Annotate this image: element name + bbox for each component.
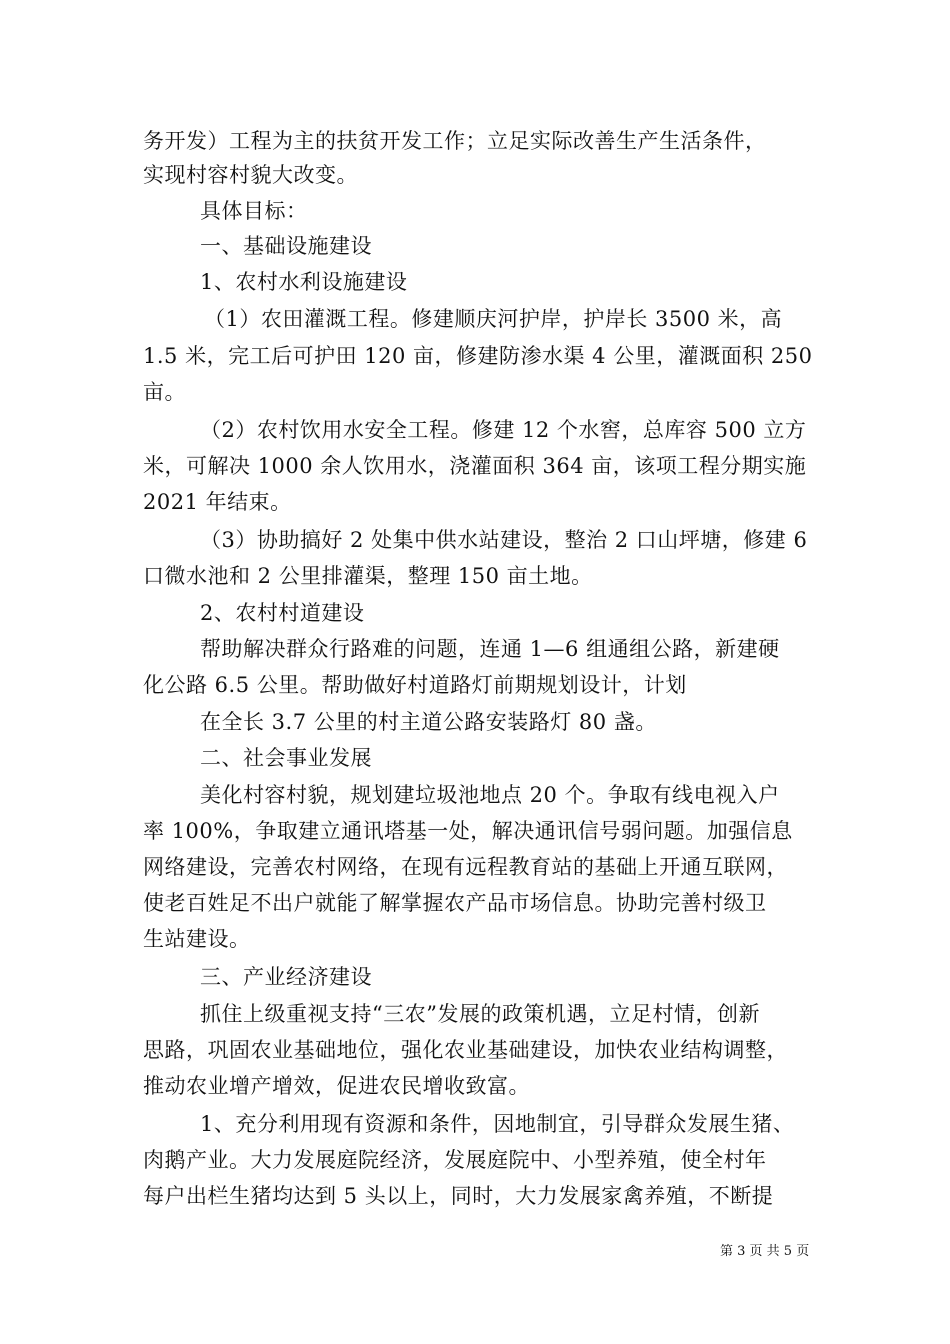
text-line: 具体目标：	[200, 199, 308, 223]
text-line: 化公路 6.5 公里。帮助做好村道路灯前期规划设计，计划	[143, 673, 687, 697]
section-heading: 一、基础设施建设	[200, 234, 372, 258]
text-line: 使老百姓足不出户就能了解掌握农产品市场信息。协助完善村级卫	[143, 891, 767, 915]
section-heading: 二、社会事业发展	[200, 746, 372, 770]
text-line: 生站建设。	[143, 927, 251, 951]
text-line: 务开发）工程为主的扶贫开发工作；立足实际改善生产生活条件，	[143, 129, 767, 153]
subsection-heading: 2、农村村道建设	[200, 601, 365, 625]
text-line: 口微水池和 2 公里排灌渠，整理 150 亩土地。	[143, 564, 593, 588]
text-line: 帮助解决群众行路难的问题，连通 1—6 组通组公路，新建硬	[200, 637, 780, 661]
text-line: 1、充分利用现有资源和条件，因地制宜，引导群众发展生猪、	[200, 1112, 795, 1136]
page-number: 第 3 页 共 5 页	[720, 1244, 810, 1259]
text-line: 思路，巩固农业基础地位，强化农业基础建设，加快农业结构调整，	[143, 1038, 788, 1062]
text-line: 抓住上级重视支持“三农”发展的政策机遇，立足村情，创新	[200, 1002, 760, 1026]
text-line: 每户出栏生猪均达到 5 头以上，同时，大力发展家禽养殖，不断提	[143, 1184, 774, 1208]
text-line: 美化村容村貌，规划建垃圾池地点 20 个。争取有线电视入户	[200, 783, 780, 807]
text-line: 肉鹅产业。大力发展庭院经济，发展庭院中、小型养殖，使全村年	[143, 1148, 767, 1172]
text-line: 网络建设，完善农村网络，在现有远程教育站的基础上开通互联网，	[143, 855, 788, 879]
subsection-heading: 1、农村水利设施建设	[200, 270, 408, 294]
text-line: 2021 年结束。	[143, 490, 292, 514]
text-line: 米，可解决 1000 余人饮用水，浇灌面积 364 亩，该项工程分期实施	[143, 454, 807, 478]
text-line: 亩。	[143, 380, 186, 404]
text-line: （3）协助搞好 2 处集中供水站建设，整治 2 口山坪塘，修建 6	[200, 528, 808, 552]
text-line: 1.5 米，完工后可护田 120 亩，修建防渗水渠 4 公里，灌溉面积 250	[143, 344, 813, 368]
text-line: 在全长 3.7 公里的村主道公路安装路灯 80 盏。	[200, 710, 657, 734]
text-line: （1）农田灌溉工程。修建顺庆河护岸，护岸长 3500 米，高	[204, 307, 783, 331]
text-line: 率 100%，争取建立通讯塔基一处，解决通讯信号弱问题。加强信息	[143, 819, 793, 843]
text-line: 实现村容村貌大改变。	[143, 163, 358, 187]
section-heading: 三、产业经济建设	[200, 965, 372, 989]
text-line: 推动农业增产增效，促进农民增收致富。	[143, 1074, 530, 1098]
text-line: （2）农村饮用水安全工程。修建 12 个水窖，总库容 500 立方	[200, 418, 807, 442]
